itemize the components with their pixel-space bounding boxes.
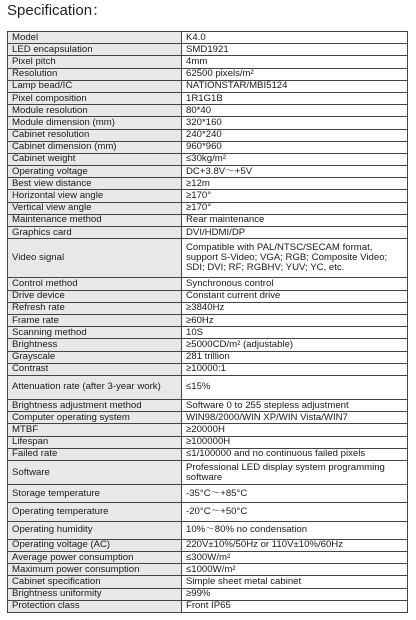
- table-row: [8, 239, 408, 278]
- spec-value: ≥10000:1: [182, 363, 408, 375]
- spec-label: Lifespan: [8, 436, 182, 448]
- spec-label: Attenuation rate (after 3-year work): [8, 375, 182, 399]
- spec-value: ≥5000CD/m² (adjustable): [182, 339, 408, 351]
- spec-label: Module resolution: [8, 105, 182, 117]
- spec-value: 1R1G1B: [182, 92, 408, 104]
- spec-value: 10%～80% no condensation: [182, 521, 408, 539]
- table-row: [8, 214, 408, 226]
- spec-value: 62500 pixels/m²: [182, 68, 408, 80]
- spec-value: NATIONSTAR/MBI5124: [182, 80, 408, 92]
- spec-label: Maximum power consumption: [8, 564, 182, 576]
- spec-label: Brightness adjustment method: [8, 400, 182, 412]
- table-row: [8, 351, 408, 363]
- spec-label: Module dimension (mm): [8, 117, 182, 129]
- table-row: [8, 448, 408, 460]
- table-row: [8, 363, 408, 375]
- spec-value: 320*160: [182, 117, 408, 129]
- table-row: [8, 339, 408, 351]
- spec-value: ≤1/100000 and no continuous failed pixels: [182, 448, 408, 460]
- spec-value: K4.0: [182, 32, 408, 44]
- spec-label: Maintenance method: [8, 214, 182, 226]
- spec-label: Frame rate: [8, 314, 182, 326]
- spec-label: Operating humidity: [8, 521, 182, 539]
- table-row: [8, 400, 408, 412]
- spec-value: ≥100000H: [182, 436, 408, 448]
- spec-value: ≥60Hz: [182, 314, 408, 326]
- table-row: [8, 153, 408, 165]
- table-row: [8, 129, 408, 141]
- spec-label: Storage temperature: [8, 485, 182, 503]
- spec-label: Brightness uniformity: [8, 588, 182, 600]
- spec-value: 281 trillion: [182, 351, 408, 363]
- spec-value: ≥170°: [182, 190, 408, 202]
- table-row: [8, 302, 408, 314]
- spec-value: 960*960: [182, 141, 408, 153]
- spec-label: Pixel composition: [8, 92, 182, 104]
- spec-value: ≤1000W/m²: [182, 564, 408, 576]
- table-row: [8, 68, 408, 80]
- table-row: [8, 375, 408, 399]
- spec-value: ≤30kg/m²: [182, 153, 408, 165]
- table-row: [8, 327, 408, 339]
- spec-value: Rear maintenance: [182, 214, 408, 226]
- table-row: [8, 117, 408, 129]
- table-row: [8, 485, 408, 503]
- spec-value: Simple sheet metal cabinet: [182, 576, 408, 588]
- spec-value: Software 0 to 255 stepless adjustment: [182, 400, 408, 412]
- table-row: [8, 424, 408, 436]
- table-row: [8, 412, 408, 424]
- spec-value: Professional LED display system programming software: [182, 461, 408, 485]
- spec-value: Compatible with PAL/NTSC/SECAM format, support S-Video; VGA; RGB; Composite Video; SDI; DVI; RF; RGBHV; YUV; YC, etc.: [182, 239, 408, 278]
- table-row: [8, 588, 408, 600]
- table-row: [8, 564, 408, 576]
- spec-value: Synchronous control: [182, 278, 408, 290]
- spec-label: Scanning method: [8, 327, 182, 339]
- spec-label: Operating voltage: [8, 166, 182, 178]
- table-row: [8, 56, 408, 68]
- spec-label: Software: [8, 461, 182, 485]
- spec-value: 80*40: [182, 105, 408, 117]
- spec-label: Refresh rate: [8, 302, 182, 314]
- spec-label: Protection class: [8, 600, 182, 612]
- table-row: [8, 141, 408, 153]
- spec-value: ≥20000H: [182, 424, 408, 436]
- spec-label: Pixel pitch: [8, 56, 182, 68]
- table-row: [8, 80, 408, 92]
- spec-label: Cabinet resolution: [8, 129, 182, 141]
- spec-value: -20°C～+50°C: [182, 503, 408, 521]
- spec-label: Cabinet specification: [8, 576, 182, 588]
- spec-label: Vertical view angle: [8, 202, 182, 214]
- spec-label: Control method: [8, 278, 182, 290]
- spec-value: ≥3840Hz: [182, 302, 408, 314]
- spec-value: ≤15%: [182, 375, 408, 399]
- spec-value: WIN98/2000/WIN XP/WIN Vista/WIN7: [182, 412, 408, 424]
- spec-label: Video signal: [8, 239, 182, 278]
- spec-label: Operating temperature: [8, 503, 182, 521]
- spec-label: LED encapsulation: [8, 44, 182, 56]
- table-row: [8, 551, 408, 563]
- spec-label: Lamp bead/IC: [8, 80, 182, 92]
- spec-label: Operating voltage (AC): [8, 539, 182, 551]
- spec-value: 220V±10%/50Hz or 110V±10%/60Hz: [182, 539, 408, 551]
- spec-label: Cabinet weight: [8, 153, 182, 165]
- table-row: [8, 202, 408, 214]
- table-row: [8, 600, 408, 612]
- table-row: [8, 227, 408, 239]
- table-row: [8, 576, 408, 588]
- spec-label: Resolution: [8, 68, 182, 80]
- spec-value: ≥12m: [182, 178, 408, 190]
- table-row: [8, 190, 408, 202]
- table-row: [8, 105, 408, 117]
- spec-value: ≥99%: [182, 588, 408, 600]
- spec-label: Computer operating system: [8, 412, 182, 424]
- table-row: [8, 539, 408, 551]
- spec-value: -35°C～+85°C: [182, 485, 408, 503]
- spec-label: Contrast: [8, 363, 182, 375]
- table-row: [8, 178, 408, 190]
- spec-value: SMD1921: [182, 44, 408, 56]
- page-title: Specification：: [7, 2, 108, 19]
- spec-value: DVI/HDMI/DP: [182, 227, 408, 239]
- spec-label: Brightness: [8, 339, 182, 351]
- table-row: [8, 314, 408, 326]
- spec-label: Failed rate: [8, 448, 182, 460]
- table-row: [8, 461, 408, 485]
- spec-label: Graphics card: [8, 227, 182, 239]
- table-row: [8, 92, 408, 104]
- table-row: [8, 503, 408, 521]
- spec-label: Cabinet dimension (mm): [8, 141, 182, 153]
- spec-label: Drive device: [8, 290, 182, 302]
- table-row: [8, 278, 408, 290]
- spec-value: 240*240: [182, 129, 408, 141]
- specification-table: [7, 31, 408, 613]
- spec-value: Front IP65: [182, 600, 408, 612]
- spec-value: Constant current drive: [182, 290, 408, 302]
- spec-label: Average power consumption: [8, 551, 182, 563]
- table-row: [8, 290, 408, 302]
- table-row: [8, 32, 408, 44]
- spec-label: Model: [8, 32, 182, 44]
- spec-label: Grayscale: [8, 351, 182, 363]
- table-row: [8, 521, 408, 539]
- spec-value: ≥170°: [182, 202, 408, 214]
- table-row: [8, 166, 408, 178]
- specification-table-body: [8, 32, 408, 613]
- table-row: [8, 436, 408, 448]
- spec-label: MTBF: [8, 424, 182, 436]
- spec-value: ≤300W/m²: [182, 551, 408, 563]
- spec-label: Horizontal view angle: [8, 190, 182, 202]
- spec-value: 10S: [182, 327, 408, 339]
- table-row: [8, 44, 408, 56]
- spec-label: Best view distance: [8, 178, 182, 190]
- spec-value: 4mm: [182, 56, 408, 68]
- spec-value: DC+3.8V～+5V: [182, 166, 408, 178]
